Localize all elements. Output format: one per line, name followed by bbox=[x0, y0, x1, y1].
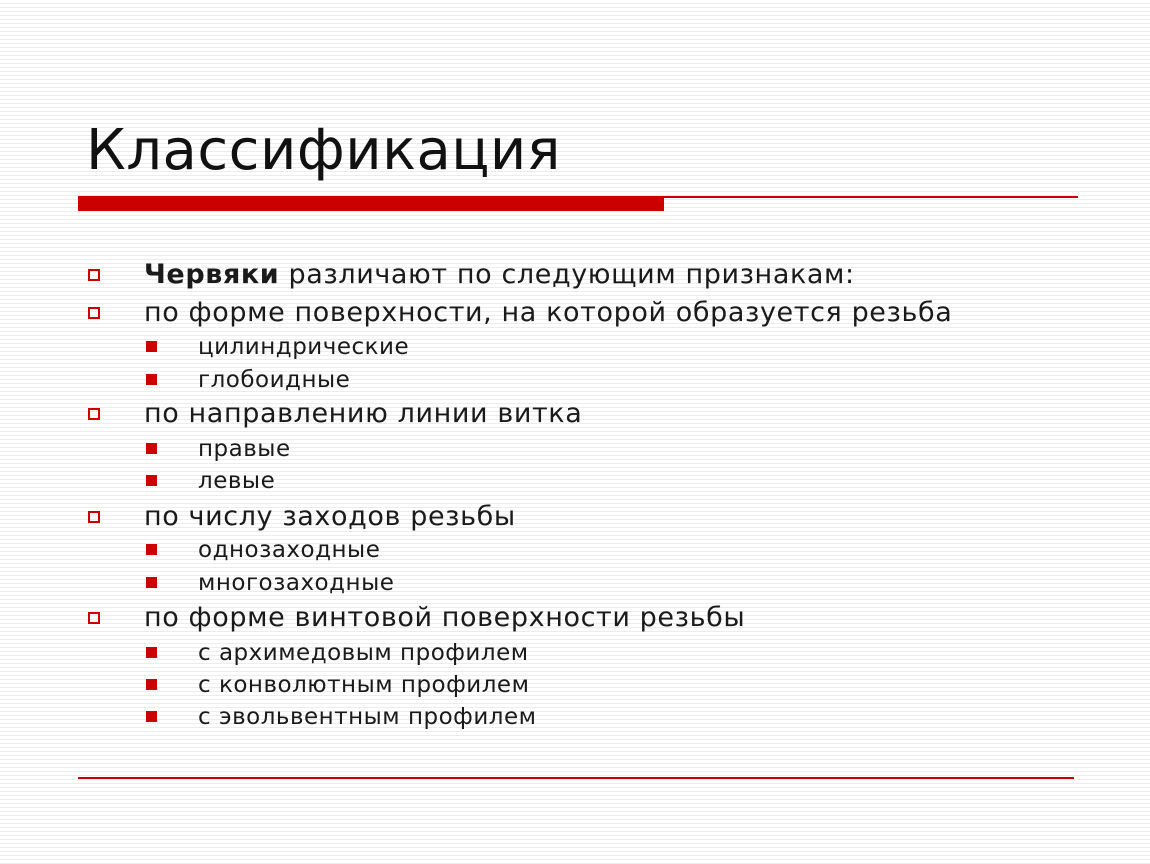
hollow-square-bullet-icon bbox=[88, 269, 100, 281]
filled-square-bullet-icon bbox=[146, 443, 157, 454]
filled-square-bullet-icon bbox=[146, 647, 157, 658]
group-label: по направлению линии витка bbox=[144, 398, 583, 429]
footer-divider bbox=[78, 777, 1074, 779]
sub-item-label: с эвольвентным профилем bbox=[198, 704, 537, 730]
sub-item-label: глобоидные bbox=[198, 367, 351, 393]
filled-square-bullet-icon bbox=[146, 711, 157, 722]
sub-item-label: однозаходные bbox=[198, 537, 381, 563]
sub-item-label: с архимедовым профилем bbox=[198, 640, 529, 666]
sub-item-label: с конволютным профилем bbox=[198, 672, 530, 698]
intro-bold: Червяки bbox=[144, 259, 280, 290]
group-label: по форме винтовой поверхности резьбы bbox=[144, 602, 746, 633]
hollow-square-bullet-icon bbox=[88, 612, 100, 624]
sub-item-label: многозаходные bbox=[198, 570, 395, 596]
filled-square-bullet-icon bbox=[146, 679, 157, 690]
sub-item-label: левые bbox=[198, 468, 276, 494]
filled-square-bullet-icon bbox=[146, 577, 157, 588]
hollow-square-bullet-icon bbox=[88, 307, 100, 319]
hollow-square-bullet-icon bbox=[88, 408, 100, 420]
intro-text bbox=[144, 258, 855, 292]
hollow-square-bullet-icon bbox=[88, 511, 100, 523]
filled-square-bullet-icon bbox=[146, 544, 157, 555]
group-label: по форме поверхности, на которой образуется резьба bbox=[144, 297, 953, 328]
filled-square-bullet-icon bbox=[146, 475, 157, 486]
intro-rest: различают по следующим признакам: bbox=[279, 259, 855, 290]
slide-title: Классификация bbox=[86, 118, 561, 183]
filled-square-bullet-icon bbox=[146, 374, 157, 385]
sub-item-label: цилиндрические bbox=[198, 334, 410, 360]
group-label: по числу заходов резьбы bbox=[144, 501, 516, 532]
filled-square-bullet-icon bbox=[146, 341, 157, 352]
sub-item-label: правые bbox=[198, 436, 291, 462]
